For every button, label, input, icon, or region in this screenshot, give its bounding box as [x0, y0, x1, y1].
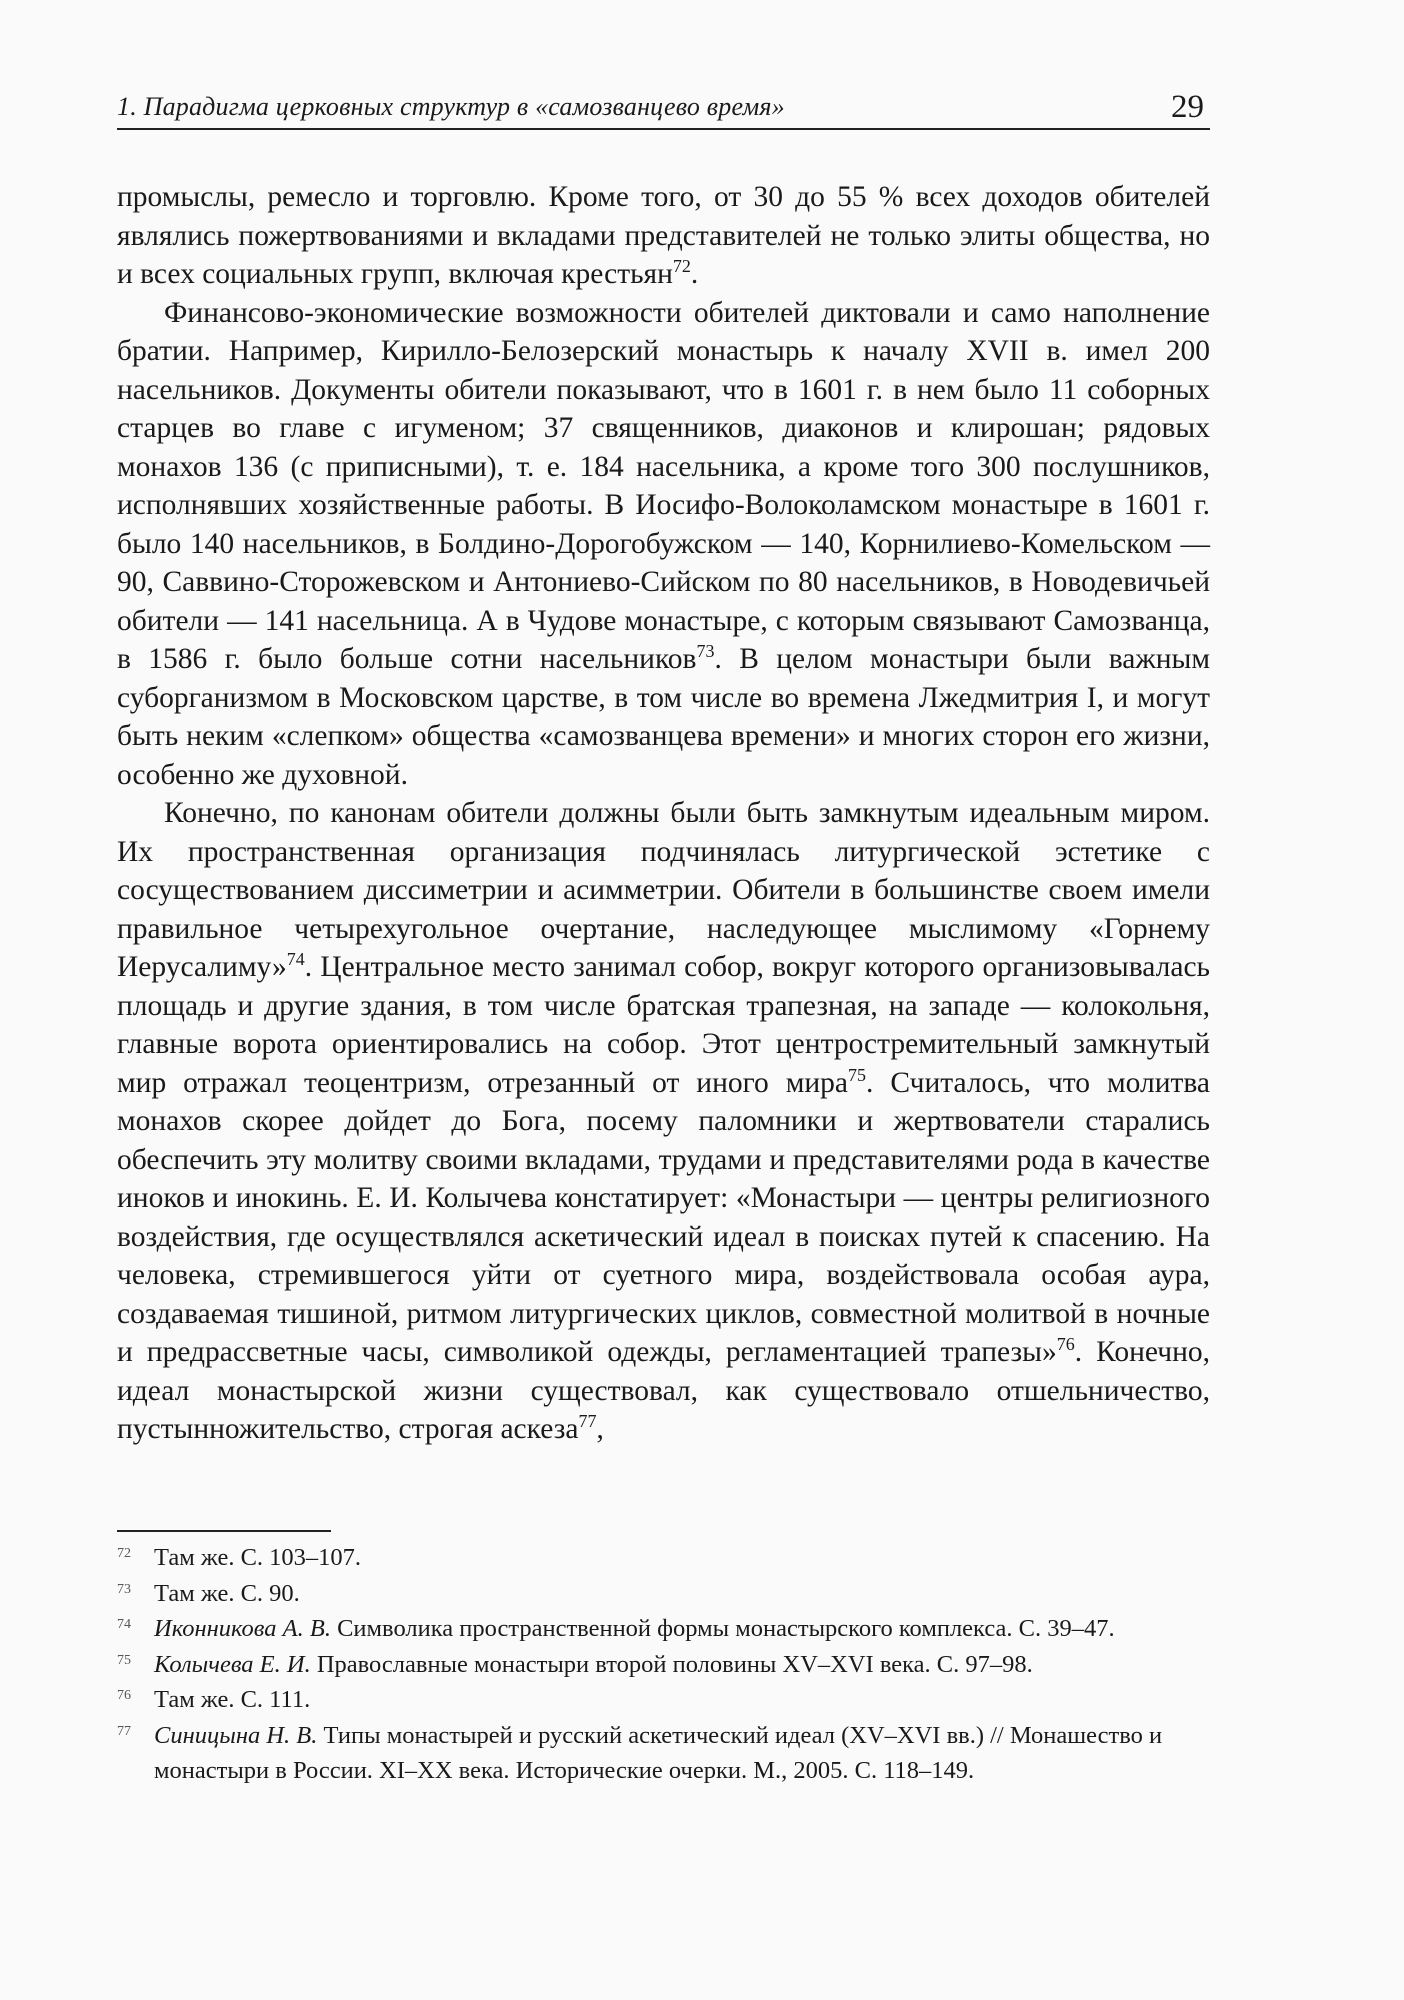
footnote [117, 1540, 1210, 1576]
footnote-ref-76[interactable]: 76 [1056, 1334, 1075, 1355]
paragraph-3 [117, 794, 1210, 1449]
footnote-author: Колычева Е. И. [154, 1650, 311, 1678]
text-run: Конечно, по канонам обители должны были быть замкнутым идеальным миром. Их пространственная организация подчинялась литургической эстетике с сосуществованием диссиметрии и асимметрии. Обители в большинстве своем имели правильное четырехугольное очертание, наследующее мыслимому «Горнему Иерусалиму» [117, 797, 1210, 983]
running-title: 1. Парадигма церковных структур в «самозванцево время» [117, 92, 785, 121]
footnote-mark: 74 [117, 1617, 131, 1632]
footnote-ref-73[interactable]: 73 [696, 641, 715, 662]
page-number: 29 [1171, 89, 1204, 125]
footnote [117, 1682, 1210, 1718]
footnote-ref-75[interactable]: 75 [848, 1064, 866, 1085]
footnote-text: Там же. С. 103–107. [154, 1544, 362, 1571]
footnote-text: Православные монастыри второй половины XV–XVI века. С. 97–98. [310, 1650, 1033, 1678]
text-run: Финансово-экономические возможности обителей диктовали и само наполнение братии. Например, Кирилло-Белозерский монастырь к началу XVII в. имел 200 насельников. Документы обители показывают, что в 1601 г. в нем было 11 соборных старцев во главе с игуменом; 37 священников, диаконов и клирошан; рядовых монахов 136 (с приписными), т. е. 184 насельника, а кроме того 300 послушников, исполнявших хозяйственные работы. В Иосифо-Волоколамском монастыре в 1601 г. было 140 насельников, в Болдино-Дорогобужском — 140, Корнилиево-Комельском — 90, Саввино-Сторожевском и Антониево-Сийском по 80 насельников, в Новодевичьей обители — 141 насельница. А в Чудове монастыре, с которым связывают Самозванца, в 1586 г. было больше сотни насельников [117, 296, 1210, 675]
footnote-ref-74[interactable]: 74 [286, 949, 305, 970]
footnote-text: Там же. С. 90. [154, 1579, 300, 1607]
footnote-mark: 72 [117, 1546, 131, 1561]
footnotes [117, 1540, 1210, 1789]
main-text [117, 178, 1210, 1449]
footnote-author: Иконникова А. В. [154, 1615, 331, 1642]
footnote-ref-77[interactable]: 77 [578, 1411, 597, 1432]
footnote-text: Там же. С. 111. [154, 1686, 311, 1713]
footnote-text: Типы монастырей и русский аскетический идеал (XV–XVI вв.) // Монашество и монастыри в России. XI–XX века. Исторические очерки. М., 2005. С. 118–149. [154, 1721, 1163, 1784]
paragraph-2 [117, 294, 1210, 795]
footnote-separator [117, 1530, 331, 1532]
text-run: . В целом монастыри были важным суборганизмом в Московском царстве, в том числе во времена Лжедмитрия I, и могут быть неким «слепком» общества «самозванцева времени» и многих сторон его жизни, особенно же духовной. [117, 643, 1211, 791]
text-run: . [690, 258, 699, 290]
text-run: . Центральное место занимал собор, вокруг которого организовывалась площадь и другие здания, в том числе братская трапезная, на западе — колокольня, главные ворота ориентировались на собор. Этот центростремительный замкнутый мир отражал теоцентризм, отрезанный от иного мира [117, 951, 1210, 1099]
running-header [117, 78, 1210, 130]
text-run: . Считалось, что молитва монахов скорее дойдет до Бога, посему паломники и жертвователи старались обеспечить эту молитву своими вкладами, трудами и представителями рода в качестве иноков и инокинь. Е. И. Колычева констатирует: «Монастыри — центры религиозного воздействия, где осуществлялся аскетический идеал в поисках путей к спасению. На человека, стремившегося уйти от суетного мира, воздействовала особая аура, создаваемая тишиной, ритмом литургических циклов, совместной молитвой в ночные и предрассветные часы, символикой одежды, регламентацией трапезы» [117, 1066, 1211, 1368]
footnote-mark: 77 [117, 1723, 131, 1739]
text-run: промыслы, ремесло и торговлю. Кроме того, от 30 до 55 % всех доходов обителей являлись пожертвованиями и вкладами представителей не только элиты общества, но и всех социальных групп, включая крестьян [117, 181, 1210, 290]
footnote-mark: 76 [117, 1688, 131, 1703]
footnote [117, 1718, 1210, 1789]
footnote [117, 1647, 1210, 1683]
footnote [117, 1611, 1210, 1647]
footnote-ref-72[interactable]: 72 [672, 256, 691, 277]
footnote-author: Синицына Н. В. [154, 1721, 318, 1749]
footnote-text: Символика пространственной формы монастырского комплекса. С. 39–47. [330, 1615, 1115, 1642]
footnote [117, 1576, 1210, 1612]
footnote-mark: 75 [117, 1652, 131, 1668]
text-run: . Конечно, идеал монастырской жизни существовал, как существовало отшельничество, пустынножительство, строгая аскеза [117, 1336, 1210, 1445]
paragraph-1 [117, 178, 1210, 294]
footnote-mark: 73 [117, 1581, 131, 1597]
text-run: , [596, 1413, 604, 1445]
